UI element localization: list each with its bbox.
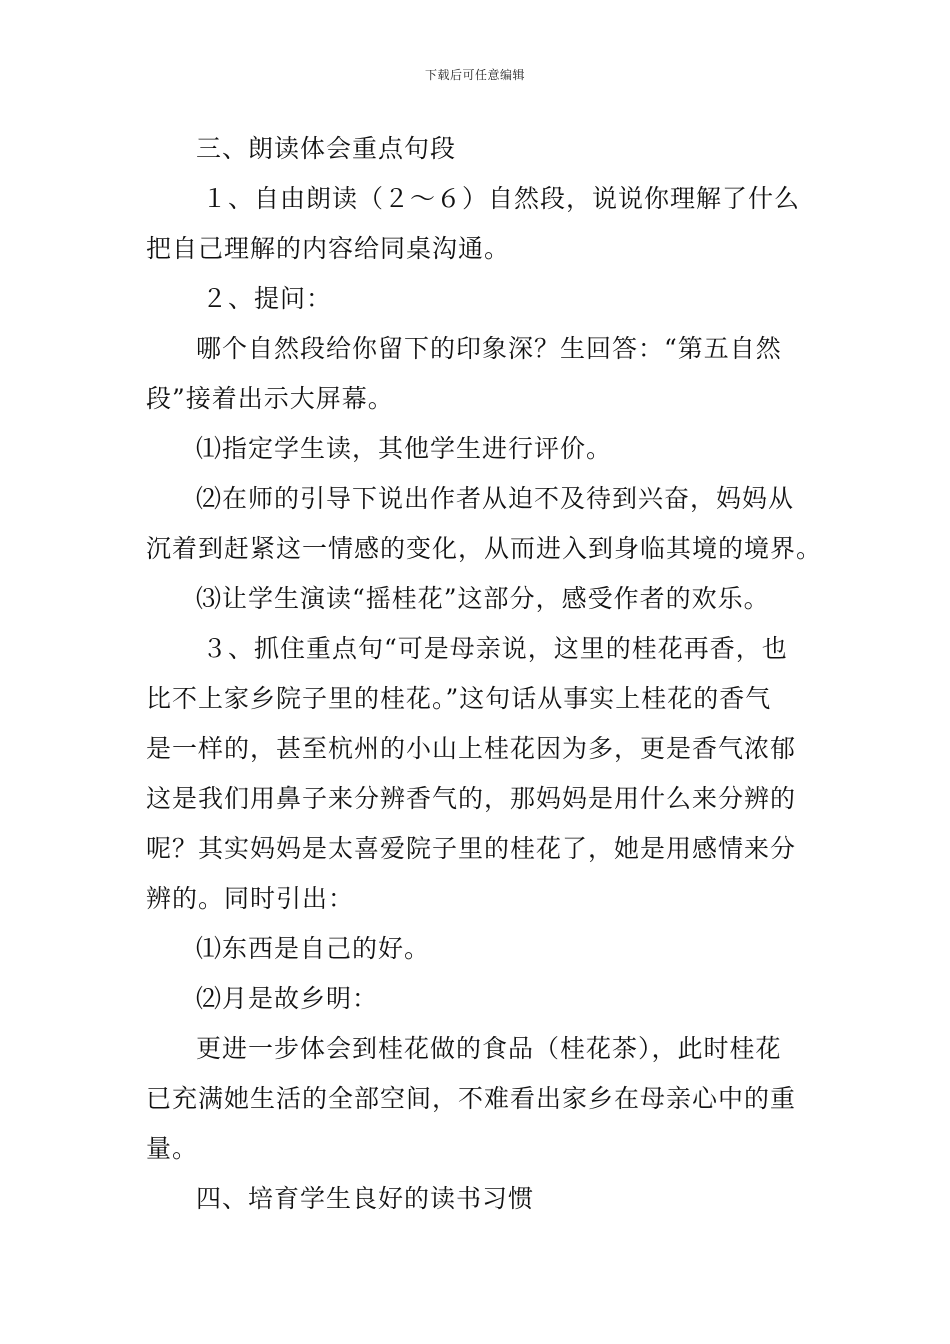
text-line: 更进一步体会到桂花做的食品（桂花茶），此时桂花 xyxy=(196,1034,782,1063)
text-line: ⑵月是故乡明： xyxy=(196,984,379,1013)
text-line: ⑴东西是自己的好。 xyxy=(196,934,431,963)
text-line: ２、提问： xyxy=(202,284,333,313)
text-line: 量。 xyxy=(146,1134,199,1163)
text-line: ⑶让学生演读“摇桂花”这部分，感受作者的欢乐。 xyxy=(196,584,770,613)
text-line: 比不上家乡院子里的桂花。”这句话从事实上桂花的香气 xyxy=(146,684,772,713)
text-line: 辨的。同时引出： xyxy=(146,884,355,913)
text-line: 是一样的，甚至杭州的小山上桂花因为多，更是香气浓郁 xyxy=(146,734,797,763)
text-line: 段”接着出示大屏幕。 xyxy=(146,384,394,413)
text-line: 沉着到赶紧这一情感的变化，从而进入到身临其境的境界。 xyxy=(146,534,823,563)
page-header: 下载后可任意编辑 xyxy=(424,68,525,82)
text-line: 这是我们用鼻子来分辨香气的，那妈妈是用什么来分辨的 xyxy=(146,784,797,813)
text-line: １、自由朗读（２～６）自然段，说说你理解了什么 xyxy=(202,184,801,213)
text-line: 哪个自然段给你留下的印象深？生回答：“第五自然 xyxy=(196,334,782,363)
text-line: ⑴指定学生读，其他学生进行评价。 xyxy=(196,434,613,463)
text-line: 把自己理解的内容给同桌沟通。 xyxy=(146,234,511,263)
document-body xyxy=(146,124,823,1224)
text-line: 四、培育学生良好的读书习惯 xyxy=(196,1184,535,1213)
text-line: 已充满她生活的全部空间，不难看出家乡在母亲心中的重 xyxy=(146,1084,797,1113)
text-line: 呢？其实妈妈是太喜爱院子里的桂花了，她是用感情来分 xyxy=(146,834,797,863)
text-line: 三、朗读体会重点句段 xyxy=(196,134,457,163)
text-line: ⑵在师的引导下说出作者从迫不及待到兴奋，妈妈从 xyxy=(196,484,795,513)
text-line: ３、抓住重点句“可是母亲说，这里的桂花再香，也 xyxy=(202,634,788,663)
